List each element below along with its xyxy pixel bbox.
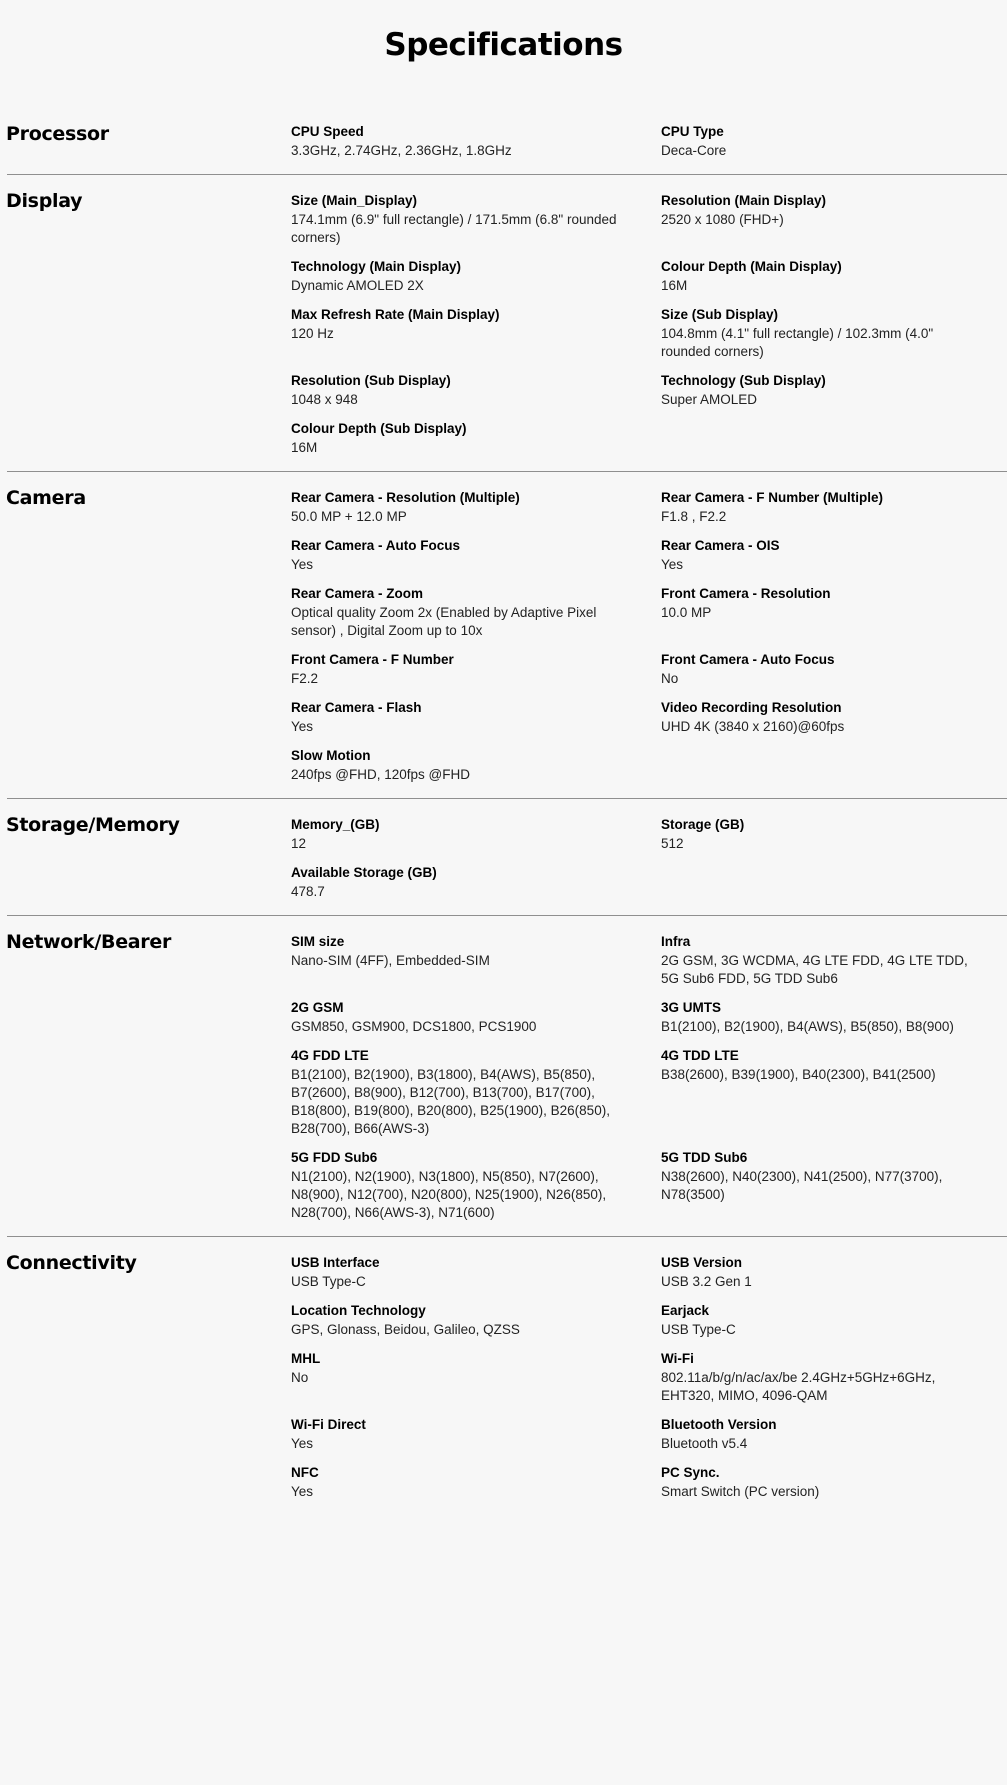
spec-value: USB Type-C [661, 1322, 736, 1337]
section-title: Connectivity [6, 1252, 137, 1274]
spec-label: Size (Sub Display) [661, 307, 779, 322]
spec-value: 2520 x 1080 (FHD+) [661, 212, 784, 227]
spec-item [291, 815, 661, 853]
spec-label: Infra [661, 934, 691, 949]
spec-item [291, 863, 661, 901]
section-storage-memory [7, 798, 1007, 915]
spec-label: Earjack [661, 1303, 710, 1318]
spec-item [661, 1415, 1001, 1453]
section-connectivity [7, 1236, 1007, 1515]
spec-label: USB Version [661, 1255, 743, 1270]
spec-item [291, 1349, 661, 1405]
spec-value: 2G GSM, 3G WCDMA, 4G LTE FDD, 4G LTE TDD, 5G Sub6 FDD, 5G TDD Sub6 [661, 953, 968, 986]
spec-item [661, 1253, 1001, 1291]
spec-label: 2G GSM [291, 1000, 344, 1015]
spec-item [291, 1148, 661, 1222]
spec-item [291, 419, 661, 457]
spec-value: 3.3GHz, 2.74GHz, 2.36GHz, 1.8GHz [291, 143, 512, 158]
spec-value: F1.8 , F2.2 [661, 509, 727, 524]
spec-label: Resolution (Main Display) [661, 193, 827, 208]
spec-label: 5G FDD Sub6 [291, 1150, 378, 1165]
spec-value: 16M [661, 278, 688, 293]
spec-value: 512 [661, 836, 684, 851]
spec-grid [291, 1253, 1007, 1501]
spec-value: Dynamic AMOLED 2X [291, 278, 424, 293]
spec-value: Yes [661, 557, 684, 572]
spec-item [661, 650, 1001, 688]
spec-item [661, 1148, 1001, 1222]
spec-value: Yes [291, 1436, 314, 1451]
spec-label: Max Refresh Rate (Main Display) [291, 307, 500, 322]
spec-value: USB Type-C [291, 1274, 366, 1289]
spec-label: Front Camera - F Number [291, 652, 454, 667]
spec-label: Colour Depth (Sub Display) [291, 421, 467, 436]
spec-value: USB 3.2 Gen 1 [661, 1274, 752, 1289]
spec-value: 10.0 MP [661, 605, 712, 620]
spec-label: Rear Camera - Flash [291, 700, 422, 715]
spec-item [291, 257, 661, 295]
spec-item [661, 191, 1001, 247]
spec-label: Colour Depth (Main Display) [661, 259, 842, 274]
spec-label: USB Interface [291, 1255, 380, 1270]
section-network-bearer [7, 915, 1007, 1236]
spec-value: GSM850, GSM900, DCS1800, PCS1900 [291, 1019, 537, 1034]
spec-item [661, 371, 1001, 409]
spec-value: 12 [291, 836, 307, 851]
spec-item [291, 1253, 661, 1291]
spec-value: 240fps @FHD, 120fps @FHD [291, 767, 470, 782]
spec-value: 120 Hz [291, 326, 334, 341]
spec-value: 174.1mm (6.9" full rectangle) / 171.5mm (6.8" rounded corners) [291, 212, 617, 245]
spec-label: Slow Motion [291, 748, 371, 763]
spec-value: Nano-SIM (4FF), Embedded-SIM [291, 953, 490, 968]
page-title: Specifications [384, 27, 623, 63]
spec-value: Super AMOLED [661, 392, 758, 407]
spec-label: Rear Camera - Zoom [291, 586, 424, 601]
spec-item [661, 1349, 1001, 1405]
section-display [7, 174, 1007, 471]
spec-value: 802.11a/b/g/n/ac/ax/be 2.4GHz+5GHz+6GHz, EHT320, MIMO, 4096-QAM [661, 1370, 936, 1403]
spec-item [291, 746, 661, 784]
spec-label: Wi-Fi [661, 1351, 694, 1366]
spec-label: Wi-Fi Direct [291, 1417, 366, 1432]
spec-item [291, 1415, 661, 1453]
spec-item [291, 932, 661, 988]
spec-item [661, 305, 1001, 361]
spec-item [661, 536, 1001, 574]
spec-item [661, 584, 1001, 640]
spec-item [291, 650, 661, 688]
spec-value: No [291, 1370, 309, 1385]
spec-value: B1(2100), B2(1900), B4(AWS), B5(850), B8(900) [661, 1019, 954, 1034]
spec-label: PC Sync. [661, 1465, 720, 1480]
spec-label: 4G TDD LTE [661, 1048, 739, 1063]
spec-value: F2.2 [291, 671, 319, 686]
spec-item [291, 1301, 661, 1339]
spec-grid [291, 815, 1007, 901]
spec-grid [291, 932, 1007, 1222]
section-title: Processor [6, 123, 109, 145]
spec-item [291, 305, 661, 361]
spec-label: CPU Type [661, 124, 724, 139]
spec-label: Available Storage (GB) [291, 865, 437, 880]
spec-item [291, 122, 661, 160]
spec-item [661, 257, 1001, 295]
spec-value: N1(2100), N2(1900), N3(1800), N5(850), N7(2600), N8(900), N12(700), N20(800), N25(1900), N26(850), N28(700), N66(AWS-3), N71(600) [291, 1169, 607, 1220]
spec-grid [291, 191, 1007, 457]
spec-label: SIM size [291, 934, 345, 949]
spec-item [661, 698, 1001, 736]
spec-value: 1048 x 948 [291, 392, 358, 407]
spec-item [291, 698, 661, 736]
spec-label: 3G UMTS [661, 1000, 722, 1015]
spec-value: B1(2100), B2(1900), B3(1800), B4(AWS), B5(850), B7(2600), B8(900), B12(700), B13(700), B17(700), B18(800), B19(800), B20(800), B25(1900), B26(850), B28(700), B66(AWS-3) [291, 1067, 610, 1136]
spec-label: Storage (GB) [661, 817, 745, 832]
spec-value: No [661, 671, 679, 686]
spec-item [291, 998, 661, 1036]
spec-value: 478.7 [291, 884, 325, 899]
spec-label: Rear Camera - Auto Focus [291, 538, 461, 553]
spec-value: UHD 4K (3840 x 2160)@60fps [661, 719, 845, 734]
section-title: Network/Bearer [6, 931, 172, 953]
spec-label: CPU Speed [291, 124, 364, 139]
spec-grid [291, 122, 1007, 160]
spec-label: Front Camera - Auto Focus [661, 652, 835, 667]
spec-label: 5G TDD Sub6 [661, 1150, 748, 1165]
spec-item [291, 488, 661, 526]
spec-label: Location Technology [291, 1303, 426, 1318]
spec-value: 16M [291, 440, 318, 455]
spec-item [661, 815, 1001, 853]
section-title: Camera [6, 487, 86, 509]
spec-value: 50.0 MP + 12.0 MP [291, 509, 407, 524]
spec-grid [291, 488, 1007, 784]
spec-value: Bluetooth v5.4 [661, 1436, 748, 1451]
spec-label: Video Recording Resolution [661, 700, 842, 715]
section-camera [7, 471, 1007, 798]
spec-value: N38(2600), N40(2300), N41(2500), N77(3700), N78(3500) [661, 1169, 943, 1202]
spec-label: 4G FDD LTE [291, 1048, 369, 1063]
spec-label: Resolution (Sub Display) [291, 373, 451, 388]
spec-item [661, 932, 1001, 988]
section-title: Storage/Memory [6, 814, 180, 836]
spec-label: Rear Camera - Resolution (Multiple) [291, 490, 520, 505]
spec-value: Yes [291, 1484, 314, 1499]
spec-item [291, 1046, 661, 1138]
spec-label: Rear Camera - F Number (Multiple) [661, 490, 884, 505]
spec-value: Optical quality Zoom 2x (Enabled by Adaptive Pixel sensor) , Digital Zoom up to 10x [291, 605, 597, 638]
spec-item [661, 488, 1001, 526]
spec-value: GPS, Glonass, Beidou, Galileo, QZSS [291, 1322, 520, 1337]
spec-value: 104.8mm (4.1" full rectangle) / 102.3mm (4.0" rounded corners) [661, 326, 934, 359]
spec-item [291, 371, 661, 409]
spec-value: Yes [291, 557, 314, 572]
spec-label: Front Camera - Resolution [661, 586, 831, 601]
spec-item [661, 1046, 1001, 1138]
spec-value: Smart Switch (PC version) [661, 1484, 820, 1499]
spec-label: Rear Camera - OIS [661, 538, 780, 553]
spec-item [291, 191, 661, 247]
section-title: Display [6, 190, 83, 212]
spec-label: MHL [291, 1351, 321, 1366]
spec-label: NFC [291, 1465, 319, 1480]
spec-item [291, 536, 661, 574]
spec-value: B38(2600), B39(1900), B40(2300), B41(2500) [661, 1067, 936, 1082]
spec-item [661, 1301, 1001, 1339]
spec-label: Size (Main_Display) [291, 193, 418, 208]
spec-label: Memory_(GB) [291, 817, 380, 832]
spec-label: Bluetooth Version [661, 1417, 777, 1432]
spec-item [661, 122, 1001, 160]
spec-value: Yes [291, 719, 314, 734]
spec-value: Deca-Core [661, 143, 727, 158]
spec-item [291, 1463, 661, 1501]
spec-label: Technology (Main Display) [291, 259, 462, 274]
specifications-list [0, 108, 1007, 1515]
spec-label: Technology (Sub Display) [661, 373, 826, 388]
spec-item [661, 1463, 1001, 1501]
section-processor [0, 108, 1007, 174]
spec-item [291, 584, 661, 640]
spec-item [661, 998, 1001, 1036]
